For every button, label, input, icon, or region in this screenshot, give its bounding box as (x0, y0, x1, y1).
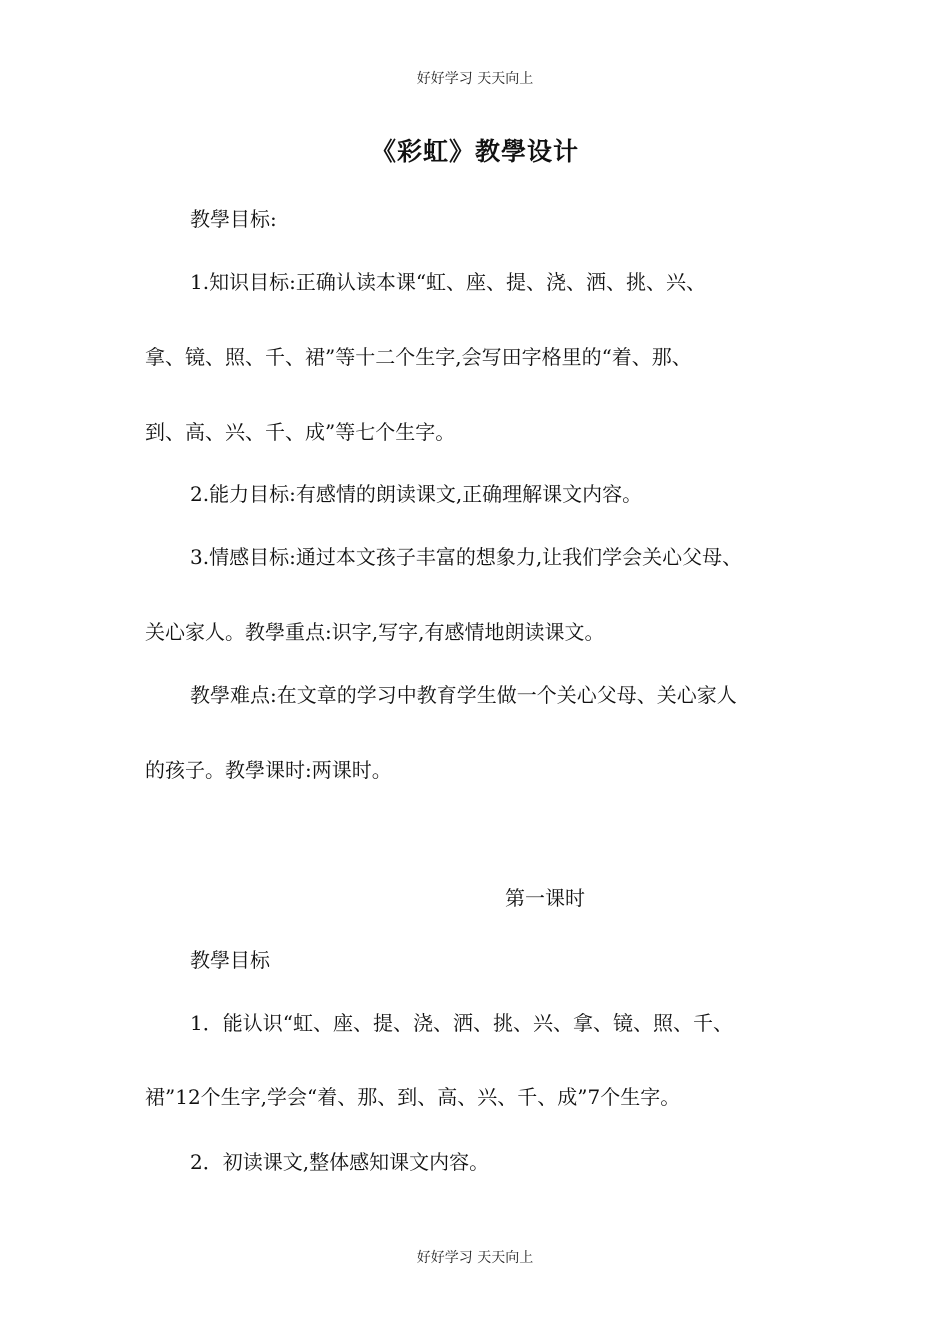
paragraph-line: 1．能认识“虹、座、提、浇、洒、挑、兴、拿、镜、照、千、 (190, 1011, 733, 1035)
section-heading-lesson-one: 第一课时 (505, 886, 585, 910)
paragraph-line: 裙”12个生字,学会“着、那、到、高、兴、千、成”7个生字。 (145, 1085, 681, 1109)
paragraph-line: 3.情感目标:通过本文孩子丰富的想象力,让我们学会关心父母、 (190, 545, 743, 569)
paragraph-line: 关心家人。教學重点:识字,写字,有感情地朗读课文。 (145, 620, 605, 644)
paragraph-line: 2．初读课文,整体感知课文内容。 (190, 1150, 490, 1174)
page-footer: 好好学习 天天向上 (416, 1250, 534, 1266)
paragraph-line: 教學难点:在文章的学习中教育学生做一个关心父母、关心家人 (190, 683, 737, 707)
section-heading-objectives-2: 教學目标 (190, 948, 270, 972)
paragraph-line: 1.知识目标:正确认读本课“虹、座、提、浇、洒、挑、兴、 (190, 270, 707, 294)
section-heading-objectives: 教學目标: (190, 207, 277, 231)
paragraph-line: 到、高、兴、千、成”等七个生字。 (145, 420, 456, 444)
page-header: 好好学习 天天向上 (416, 71, 534, 87)
paragraph-line: 2.能力目标:有感情的朗读课文,正确理解课文内容。 (190, 482, 643, 506)
paragraph-line: 拿、镜、照、千、裙”等十二个生字,会写田字格里的“着、那、 (145, 345, 692, 369)
document-title: 《彩虹》教學设计 (370, 137, 579, 166)
paragraph-line: 的孩子。教學课时:两课时。 (145, 758, 392, 782)
